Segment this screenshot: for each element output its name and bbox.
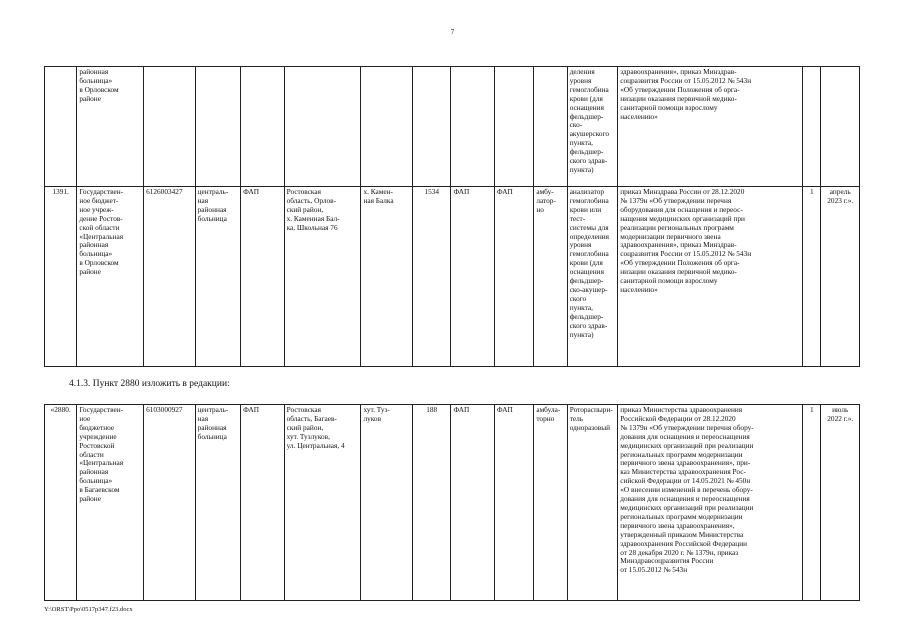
org-name-cell: Государствен- ное бюджетное учреждение Ростовской области «Центральная районная больница» в Багаевском районе xyxy=(77,405,144,601)
footer-file-path: Y:\ORST\Ppo\0517p347.f23.docx xyxy=(44,606,133,613)
unit3-cell: ФАП xyxy=(494,405,533,601)
table-row xyxy=(45,405,860,601)
address-cell: Ростовская область, Багаев- ский район, хут. Тузлуков, ул. Центральная, 4 xyxy=(284,405,361,601)
table-row xyxy=(45,187,860,367)
org-name-cell: районная больница» в Орловском районе xyxy=(77,67,144,187)
org-type-cell: централь- ная районная больница xyxy=(195,405,241,601)
unit3-cell: ФАП xyxy=(494,187,533,367)
page-number: 7 xyxy=(450,28,455,36)
equipment-cell: анализатор гемоглобина крови или тест- системы для определения уровня гемоглобина крови (для оснащения фельдшер- ско-акушер- ского пункта, фельдшер- ского здрав- пункта) xyxy=(567,187,618,367)
equipment-table-continued xyxy=(44,66,860,367)
population-cell: 188 xyxy=(413,405,451,601)
equipment-table-new-edition xyxy=(44,404,860,601)
org-name-cell: Государствен- ное бюджет- ное учреж- дение Ростов- ской области «Центральная районная больница» в Орловском районе xyxy=(77,187,144,367)
legal-basis-cell: здравоохранения», приказ Минздрав- соцразвития России от 15.05.2012 № 543н «Об утверждении Положения об орга- низации оказания первичной медико- санитарной помощи взрослому населению» xyxy=(618,67,803,187)
quantity-cell: 1 xyxy=(803,187,821,367)
unit2-cell: ФАП xyxy=(451,405,494,601)
unit2-cell: ФАП xyxy=(451,187,494,367)
inn-cell: 6103000927 xyxy=(144,405,196,601)
unit-cell: ФАП xyxy=(241,405,284,601)
equipment-cell: Ротораспыри- тель одноразовый xyxy=(567,405,618,601)
date-cell: июль 2022 г.». xyxy=(821,405,860,601)
unit-cell: ФАП xyxy=(241,187,284,367)
inn-cell: 6126003427 xyxy=(144,187,196,367)
care-type-cell: амбу- латор- но xyxy=(534,187,567,367)
date-cell: апрель 2023 г.». xyxy=(821,187,860,367)
org-type-cell: централь- ная районная больница xyxy=(195,187,241,367)
legal-basis-cell: приказ Министерства здравоохранения Российской Федерации от 28.12.2020 № 1379н «Об утверждении перечня обору- дования для оснащения и переоснащения медицинских организаций при реализации региональных программ модернизации первичного звена здравоохранения», при- каз Министерства здравоохранения Рос- сийской Федерации от 14.05.2021 № 450н «О внесении изменений в перечень обору- дования для оснащения и переоснащения медицинских организаций при реализации региональных программ модернизации первичного звена здравоохранения», утвержденный приказом Министерства здравоохранения Российской Федерации от 28 декабря 2020 г. № 1379н, приказ Минздравсоцразвития России от 15.05.2012 № 543н xyxy=(618,405,803,601)
population-cell: 1534 xyxy=(413,187,451,367)
legal-basis-cell: приказ Минздрава России от 28.12.2020 № 1379н «Об утверждении перечня оборудования для оснащения и переос- нащения медицинских организаций при реализации региональных программ модернизации первичного звена здравоохранения», приказ Минздрав- соцразвития России от 15.05.2012 № 543н «Об утверждении Положения об орга- низации оказания первичной медико- санитарной помощи взрослому населению» xyxy=(618,187,803,367)
table-row xyxy=(45,67,860,187)
care-type-cell: амбула- торно xyxy=(534,405,567,601)
equipment-cell: деления уровня гемоглобина крови (для оснащения фельдшер- ско- акушерского пункта, фельдшер- ского здрав- пункта) xyxy=(567,67,618,187)
settlement-cell: хут. Туз- луков xyxy=(361,405,413,601)
row-number-cell: 1391. xyxy=(45,187,77,367)
settlement-cell: х. Камен- ная Балка xyxy=(361,187,413,367)
quantity-cell: 1 xyxy=(803,405,821,601)
section-heading: 4.1.3. Пункт 2880 изложить в редакции: xyxy=(69,379,230,389)
row-number-cell: «2880. xyxy=(45,405,77,601)
address-cell: Ростовская область, Орлов- ский район, х. Каменная Бал- ка, Школьная 76 xyxy=(284,187,361,367)
